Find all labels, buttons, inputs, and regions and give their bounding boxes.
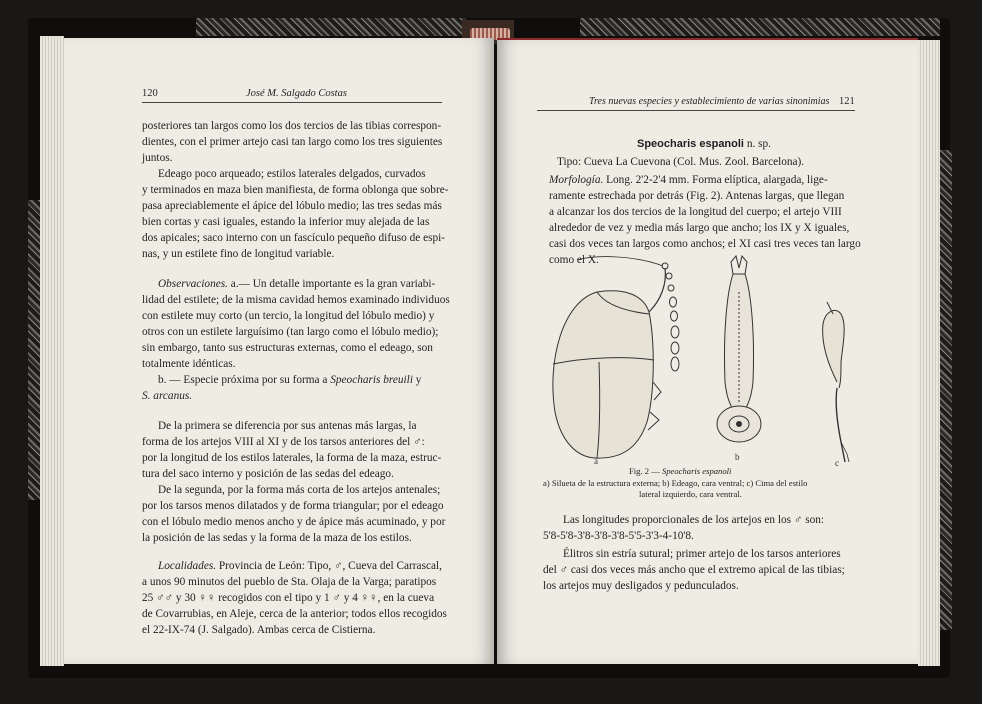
running-head: Tres nuevas especies y establecimiento de varias sinonimias bbox=[589, 96, 830, 107]
body-line: 25 ♂♂ y 30 ♀♀ recogidos con el tipo y 1 ♂ y 4 ♀♀, en la cueva bbox=[142, 592, 435, 604]
body-line: del ♂ casi dos veces más ancho que el extremo apical de las tibias; bbox=[543, 564, 845, 576]
figure-caption-line: lateral izquierdo, cara ventral. bbox=[639, 489, 742, 499]
figure-caption-title bbox=[629, 466, 731, 477]
marbled-board-right bbox=[940, 150, 952, 630]
caption-title-text: Fig. 2 — Speocharis espanoli bbox=[629, 466, 732, 476]
body-line: Las longitudes proporcionales de los artejos en los ♂ son: bbox=[563, 514, 825, 526]
body-line: ramente estrechada por detrás (Fig. 2). Antenas largas, que llegan bbox=[549, 190, 845, 202]
species-heading bbox=[637, 136, 771, 152]
figure-label-c: c bbox=[835, 458, 839, 467]
body-line: De la primera se diferencia por sus antenas más largas, la bbox=[158, 420, 417, 432]
body-line: por la longitud de los estilos laterales, la forma de la maza, estruc- bbox=[142, 452, 442, 464]
body-line: dos apicales; saco interno con un fascículo pequeño difuso de espi- bbox=[142, 232, 446, 244]
body-line: Localidades. Provincia de León: Tipo, ♂, Cueva del Carrascal, bbox=[158, 560, 442, 572]
page-number: 120 bbox=[142, 88, 158, 99]
body-line: los artejos muy desligados y pedunculados. bbox=[543, 580, 739, 592]
left-page-edges bbox=[40, 36, 64, 666]
species-name: Speocharis espanoli bbox=[637, 138, 744, 150]
body-line: 5'8-5'8-3'8-3'8-3'8-5'5-3'3-4-10'8. bbox=[543, 530, 694, 542]
body-line: sin embargo, tanto sus estructuras externas, como el edeago, son bbox=[142, 342, 433, 354]
body-line: alrededor de vez y media más largo que ancho; los IX y X iguales, bbox=[549, 222, 850, 234]
body-line: con estilete muy corto (un tercio, la longitud del lóbulo medio) y bbox=[142, 310, 435, 322]
marbled-board-top-right bbox=[580, 18, 940, 36]
page-number: 121 bbox=[839, 96, 855, 107]
body-line: posteriores tan largos como los dos tercios de las tibias correspon- bbox=[142, 120, 442, 132]
aedeagus-drawing bbox=[717, 256, 761, 442]
running-head: José M. Salgado Costas bbox=[246, 88, 347, 99]
body-line: casi dos veces tan largos como anchos; el XI casi tres veces tan largo bbox=[549, 238, 861, 250]
body-line: a unos 90 minutos del pueblo de Sta. Olaja de la Varga; paratipos bbox=[142, 576, 437, 588]
figure-label-b: b bbox=[735, 452, 740, 462]
beetle-silhouette bbox=[553, 257, 679, 458]
right-page bbox=[497, 40, 918, 664]
body-line: Edeago poco arqueado; estilos laterales delgados, curvados bbox=[158, 168, 426, 180]
body-line: tura del saco interno y posición de las sedas del edeago. bbox=[142, 468, 394, 480]
species-suffix: n. sp. bbox=[746, 138, 771, 150]
type-line: Tipo: Cueva La Cuevona (Col. Mus. Zool. Barcelona). bbox=[557, 156, 805, 168]
body-line: dientes, con el primer artejo casi tan largo como los tres siguientes bbox=[142, 136, 443, 148]
body-line: Élitros sin estría sutural; primer artejo de los tarsos anteriores bbox=[563, 548, 841, 560]
right-page-edges bbox=[918, 40, 940, 666]
body-line: juntos. bbox=[142, 152, 173, 164]
marbled-board-left bbox=[28, 200, 40, 500]
body-line: otros con un estilete larguísimo (tan largo como el lóbulo medio); bbox=[142, 326, 439, 338]
body-line: De la segunda, por la forma más corta de los artejos antenales; bbox=[158, 484, 441, 496]
figure-label-a: a bbox=[594, 456, 598, 466]
header-rule bbox=[142, 102, 442, 103]
body-line: de Covarrubias, en Aleje, cerca de la anterior; todos ellos recogidos bbox=[142, 608, 447, 620]
body-line: nas, y un estilete fino de longitud variable. bbox=[142, 248, 335, 260]
body-line: bien cortas y casi iguales, estando la inferior muy alejada de las bbox=[142, 216, 430, 228]
body-line: S. arcanus. bbox=[142, 390, 193, 402]
body-line: Morfología. Long. 2'2-2'4 mm. Forma elíptica, alargada, lige- bbox=[549, 174, 828, 186]
body-line: forma de los artejos VIII al XI y de los tarsos anteriores del ♂: bbox=[142, 436, 425, 448]
header-rule bbox=[537, 110, 855, 111]
body-line: y terminados en maza bien manifiesta, de forma oblonga que sobre- bbox=[142, 184, 449, 196]
figure-2-illustration bbox=[537, 252, 877, 467]
body-line: lidad del estilete; de la misma cavidad hemos examinado individuos bbox=[142, 294, 450, 306]
body-line: el 22-IX-74 (J. Salgado). Ambas cerca de Cistierna. bbox=[142, 624, 376, 636]
body-line: Observaciones. a.— Un detalle importante es la gran variabi- bbox=[158, 278, 436, 290]
figure-caption-line: a) Silueta de la estructura externa; b) Edeago, cara ventral; c) Cima del estilo bbox=[543, 478, 808, 488]
body-line: por los tarsos menos dilatados y de forma triangular; por el edeago bbox=[142, 500, 444, 512]
marbled-board-top-left bbox=[196, 18, 466, 36]
left-page bbox=[64, 38, 494, 664]
style-tip-drawing bbox=[823, 302, 849, 462]
body-line: la posición de las sedas y la forma de la maza de los estilos. bbox=[142, 532, 412, 544]
body-line: a alcanzar los dos tercios de la longitud del cuerpo; el artejo VIII bbox=[549, 206, 842, 218]
body-line: totalmente idénticas. bbox=[142, 358, 236, 370]
body-line: con el lóbulo medio menos ancho y de ápice más acuminado, y por bbox=[142, 516, 446, 528]
body-line: como el X. bbox=[549, 254, 599, 266]
body-line: pasa apreciablemente el ápice del lóbulo medio; las tres sedas más bbox=[142, 200, 442, 212]
body-line: b. — Especie próxima por su forma a Speocharis breuili y bbox=[158, 374, 422, 386]
